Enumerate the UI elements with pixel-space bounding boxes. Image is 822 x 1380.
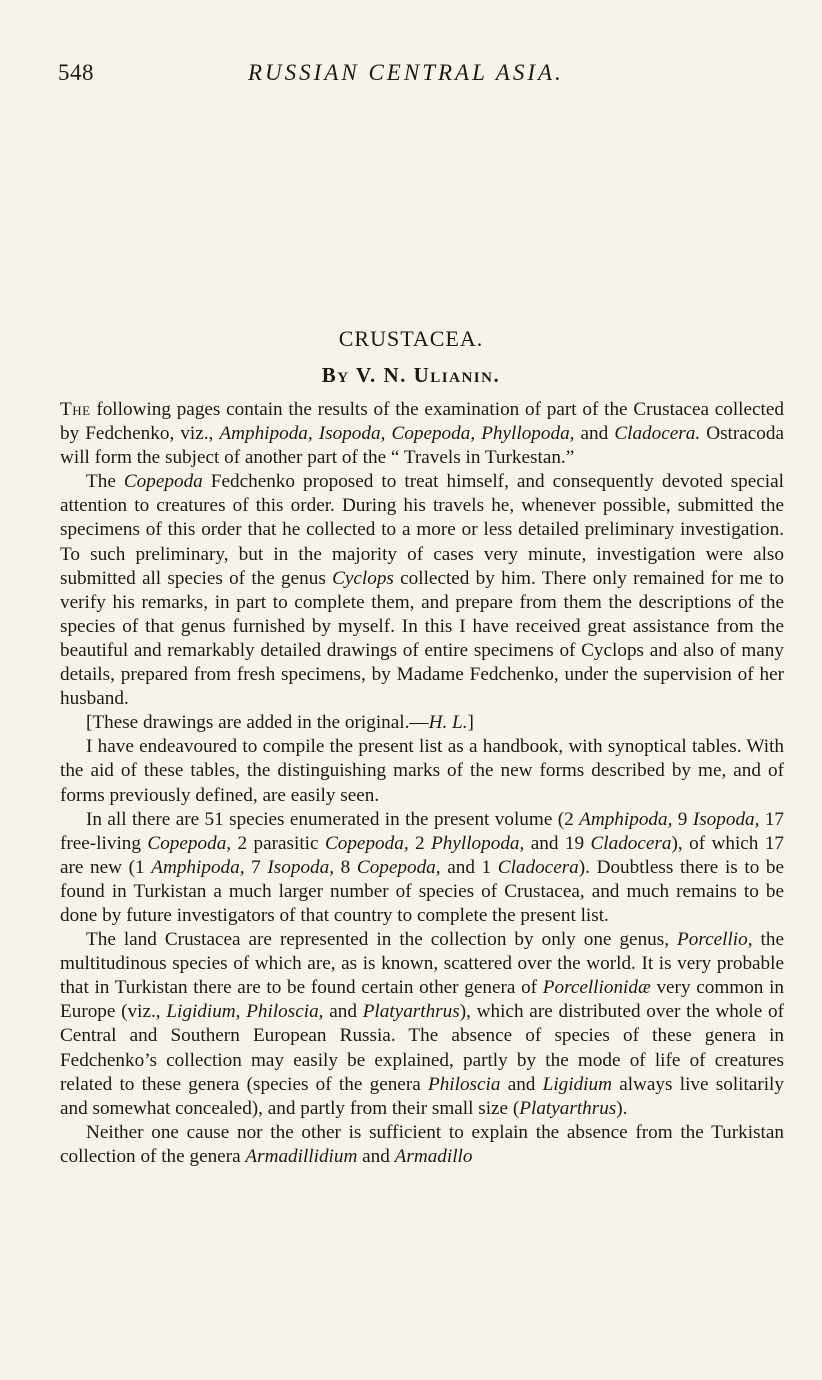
text-run: ), which are distributed over the whole of Central and Southern European Russia. The absence of species of these genera in Fedchenko’s collection may easily be explained, partly by the mode of life of creatures related to these genera (species of the genera	[60, 1001, 784, 1095]
text-run: Neither one cause nor the other is sufficient to explain the absence from the Turkistan collection of the genera	[60, 1121, 784, 1167]
italic-term: Amphipoda, Isopoda, Copepoda, Phyllopoda,	[219, 423, 575, 445]
text-run: The land Crustacea are represented in the collection by only one genus,	[86, 929, 678, 951]
text-run: and 19	[524, 832, 591, 854]
text-run: ). Doubtless there is to be found in Turkistan a much larger number of species of Crustacea, and much remains to be done by future investigators of that country to complete the present list.	[60, 856, 785, 926]
italic-term: Porcellionidæ	[542, 977, 651, 999]
paragraph-3-editorial-note	[60, 711, 784, 735]
running-head	[58, 60, 762, 90]
text-run: following pages contain the results of the examination of part of the Crustacea collected by Fedchenko, viz.,	[60, 399, 784, 445]
text-run: The	[86, 471, 124, 493]
italic-term: Isopoda,	[267, 856, 335, 878]
text-run: the multitudinous species of which are, as is known, scattered over the world. It is very probable that in Turkistan there are to be found certain other genera of	[60, 929, 784, 999]
text-run: 2	[408, 832, 432, 854]
italic-term: Armadillidium	[245, 1145, 358, 1167]
text-run: 17 free-living	[60, 808, 785, 854]
text-run: and	[500, 1073, 543, 1095]
text-run: 8	[334, 856, 357, 878]
italic-term: Copepoda,	[324, 832, 409, 854]
italic-term: Cyclops	[332, 567, 394, 589]
text-run: collected by him. There only remained for me to verify his remarks, in part to complete them, and prepare from them the descriptions of the species of that genus furnished by myself. In this I have received great assistance from the beautiful and remarkably detailed drawings of entire specimens of Cyclops and also of many details, prepared from fresh specimens, by Madame Fedchenko, under the supervision of her husband.	[60, 567, 784, 710]
italic-term: Copepoda,	[356, 856, 441, 878]
text-run: very common in Europe (viz.,	[60, 977, 784, 1023]
paragraph-5	[60, 808, 784, 928]
italic-term: Platyarthrus	[519, 1097, 617, 1119]
running-title: RUSSIAN CENTRAL ASIA.	[248, 60, 564, 85]
italic-term: Cladocera.	[614, 423, 701, 445]
italic-term: Porcellio,	[677, 929, 753, 951]
italic-term: Ligidium, Philoscia,	[166, 1001, 324, 1023]
italic-term: Platyarthrus	[362, 1001, 460, 1023]
italic-term: Copepoda,	[147, 832, 232, 854]
italic-term: Cladocera	[590, 832, 672, 854]
italic-term: Armadillo	[394, 1145, 473, 1167]
text-run: Ostracoda will form the subject of another part of the “ Travels in Turkestan.”	[60, 423, 784, 469]
italic-term: Amphipoda,	[579, 808, 673, 830]
text-run: ), of which 17 are new (1	[60, 832, 785, 878]
paragraph-6	[60, 928, 784, 1121]
page-number: 548	[58, 60, 94, 85]
small-caps-lead: The	[60, 399, 91, 420]
text-run: and 1	[440, 856, 498, 878]
italic-term: Copepoda	[123, 471, 203, 493]
paragraph-7	[60, 1121, 784, 1169]
text-run: In all there are 51 species enumerated in the present volume (2	[86, 808, 580, 830]
text-run: and	[574, 423, 615, 445]
text-run: 2 parasitic	[231, 832, 325, 854]
italic-term: Amphipoda,	[151, 856, 245, 878]
text-run: 9	[672, 808, 693, 830]
text-run: ).	[616, 1097, 628, 1119]
italic-term: Phyllopoda,	[431, 832, 525, 854]
article-body	[60, 398, 784, 1169]
italic-term: H. L.	[428, 712, 468, 734]
paragraph-2	[60, 470, 784, 711]
paragraph-4	[60, 735, 784, 807]
article-byline: By V. N. Ulianin.	[321, 363, 501, 387]
italic-term: Isopoda,	[692, 808, 760, 830]
article-title: CRUSTACEA.	[338, 326, 484, 351]
italic-term: Cladocera	[497, 856, 579, 878]
paragraph-1	[60, 398, 784, 470]
text-run: [These drawings are added in the original.—	[86, 712, 429, 734]
text-run: ]	[467, 712, 474, 734]
text-run: Fedchenko proposed to treat himself, and consequently devoted special attention to creatures of this order. During his travels he, whenever possible, submitted the specimens of this order that he collected to a more or less detailed preliminary investigation. To such preliminary, but in the majority of cases very minute, investigation were also submitted all species of the genus	[60, 471, 784, 589]
text-run: and	[357, 1145, 395, 1167]
text-run: always live solitarily and somewhat concealed), and partly from their small size (	[60, 1073, 784, 1119]
text-run: I have endeavoured to compile the present list as a handbook, with synoptical tables. With the aid of these tables, the distinguishing marks of the new forms described by me, and of forms previously defined, are easily seen.	[60, 736, 784, 806]
italic-term: Ligidium	[542, 1073, 612, 1095]
italic-term: Philoscia	[427, 1073, 501, 1095]
text-run: 7	[244, 856, 268, 878]
text-run: and	[323, 1001, 363, 1023]
